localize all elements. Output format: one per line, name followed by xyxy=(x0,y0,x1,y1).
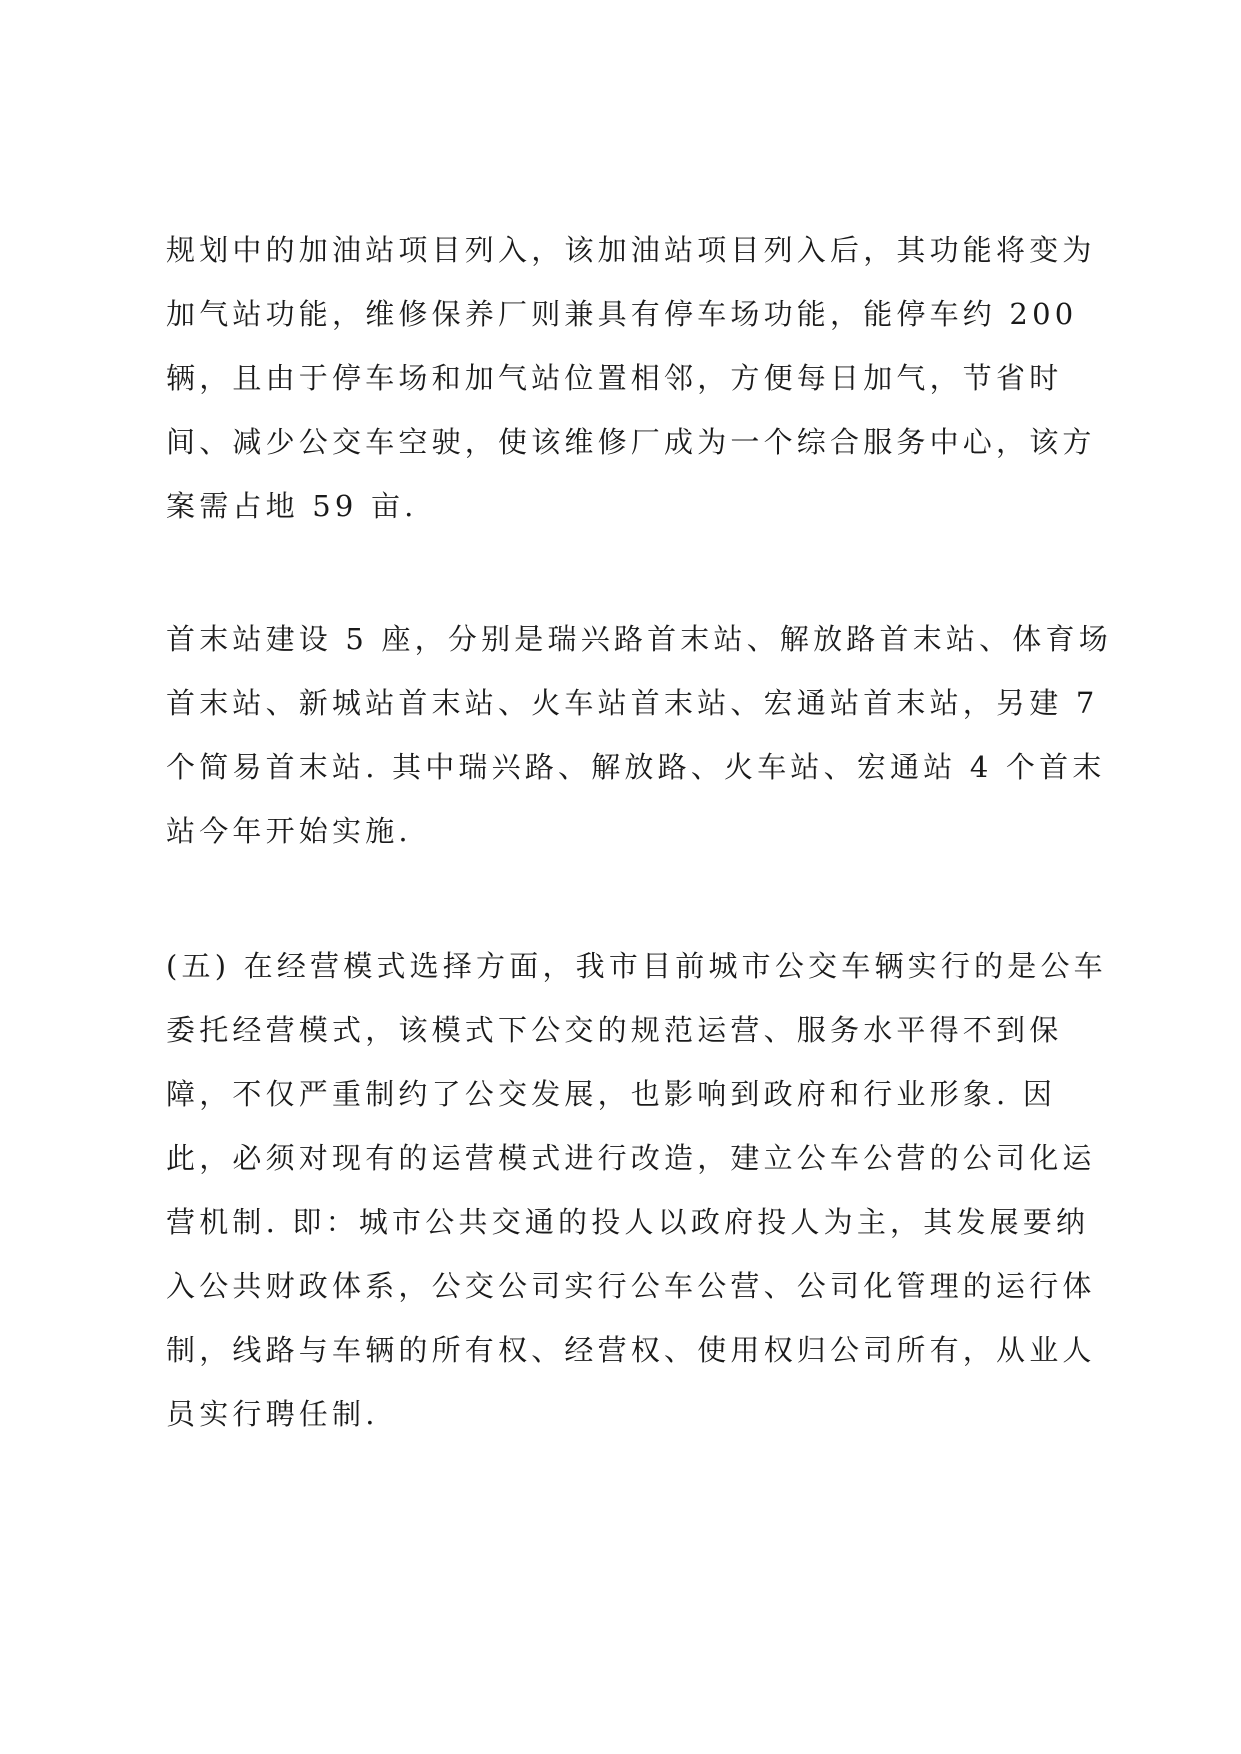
paragraph-terminal-stations xyxy=(166,607,1112,863)
paragraph-line: 员实行聘任制. xyxy=(166,1397,379,1431)
paragraph-line: 个简易首末站. 其中瑞兴路、解放路、火车站、宏通站 4 个首末 xyxy=(166,750,1106,784)
paragraph-line: 营机制. 即：城市公共交通的投人以政府投人为主，其发展要纳 xyxy=(166,1205,1090,1239)
paragraph-line: 站今年开始实施. xyxy=(166,814,412,848)
paragraph-line: 制，线路与车辆的所有权、经营权、使用权归公司所有，从业人 xyxy=(166,1333,1096,1367)
paragraph-operation-model xyxy=(166,934,1107,1446)
paragraph-line: 障，不仅严重制约了公交发展，也影响到政府和行业形象. 因 xyxy=(166,1077,1057,1111)
paragraph-line: 辆，且由于停车场和加气站位置相邻，方便每日加气，节省时 xyxy=(166,361,1063,395)
paragraph-line: 规划中的加油站项目列入，该加油站项目列入后，其功能将变为 xyxy=(166,233,1096,267)
paragraph-line: 案需占地 59 亩. xyxy=(166,489,418,523)
paragraph-line: 首末站、新城站首末站、火车站首末站、宏通站首末站，另建 7 xyxy=(166,686,1099,720)
paragraph-line: 加气站功能，维修保养厂则兼具有停车场功能，能停车约 200 xyxy=(166,297,1078,331)
paragraph-line: 此，必须对现有的运营模式进行改造，建立公车公营的公司化运 xyxy=(166,1141,1096,1175)
paragraph-gas-station-plan xyxy=(166,218,1096,538)
paragraph-line: 间、减少公交车空驶，使该维修厂成为一个综合服务中心，该方 xyxy=(166,425,1096,459)
paragraph-line: (五) 在经营模式选择方面，我市目前城市公交车辆实行的是公车 xyxy=(166,949,1107,983)
paragraph-line: 委托经营模式，该模式下公交的规范运营、服务水平得不到保 xyxy=(166,1013,1063,1047)
paragraph-line: 首末站建设 5 座，分别是瑞兴路首末站、解放路首末站、体育场 xyxy=(166,622,1112,656)
paragraph-line: 入公共财政体系，公交公司实行公车公营、公司化管理的运行体 xyxy=(166,1269,1096,1303)
